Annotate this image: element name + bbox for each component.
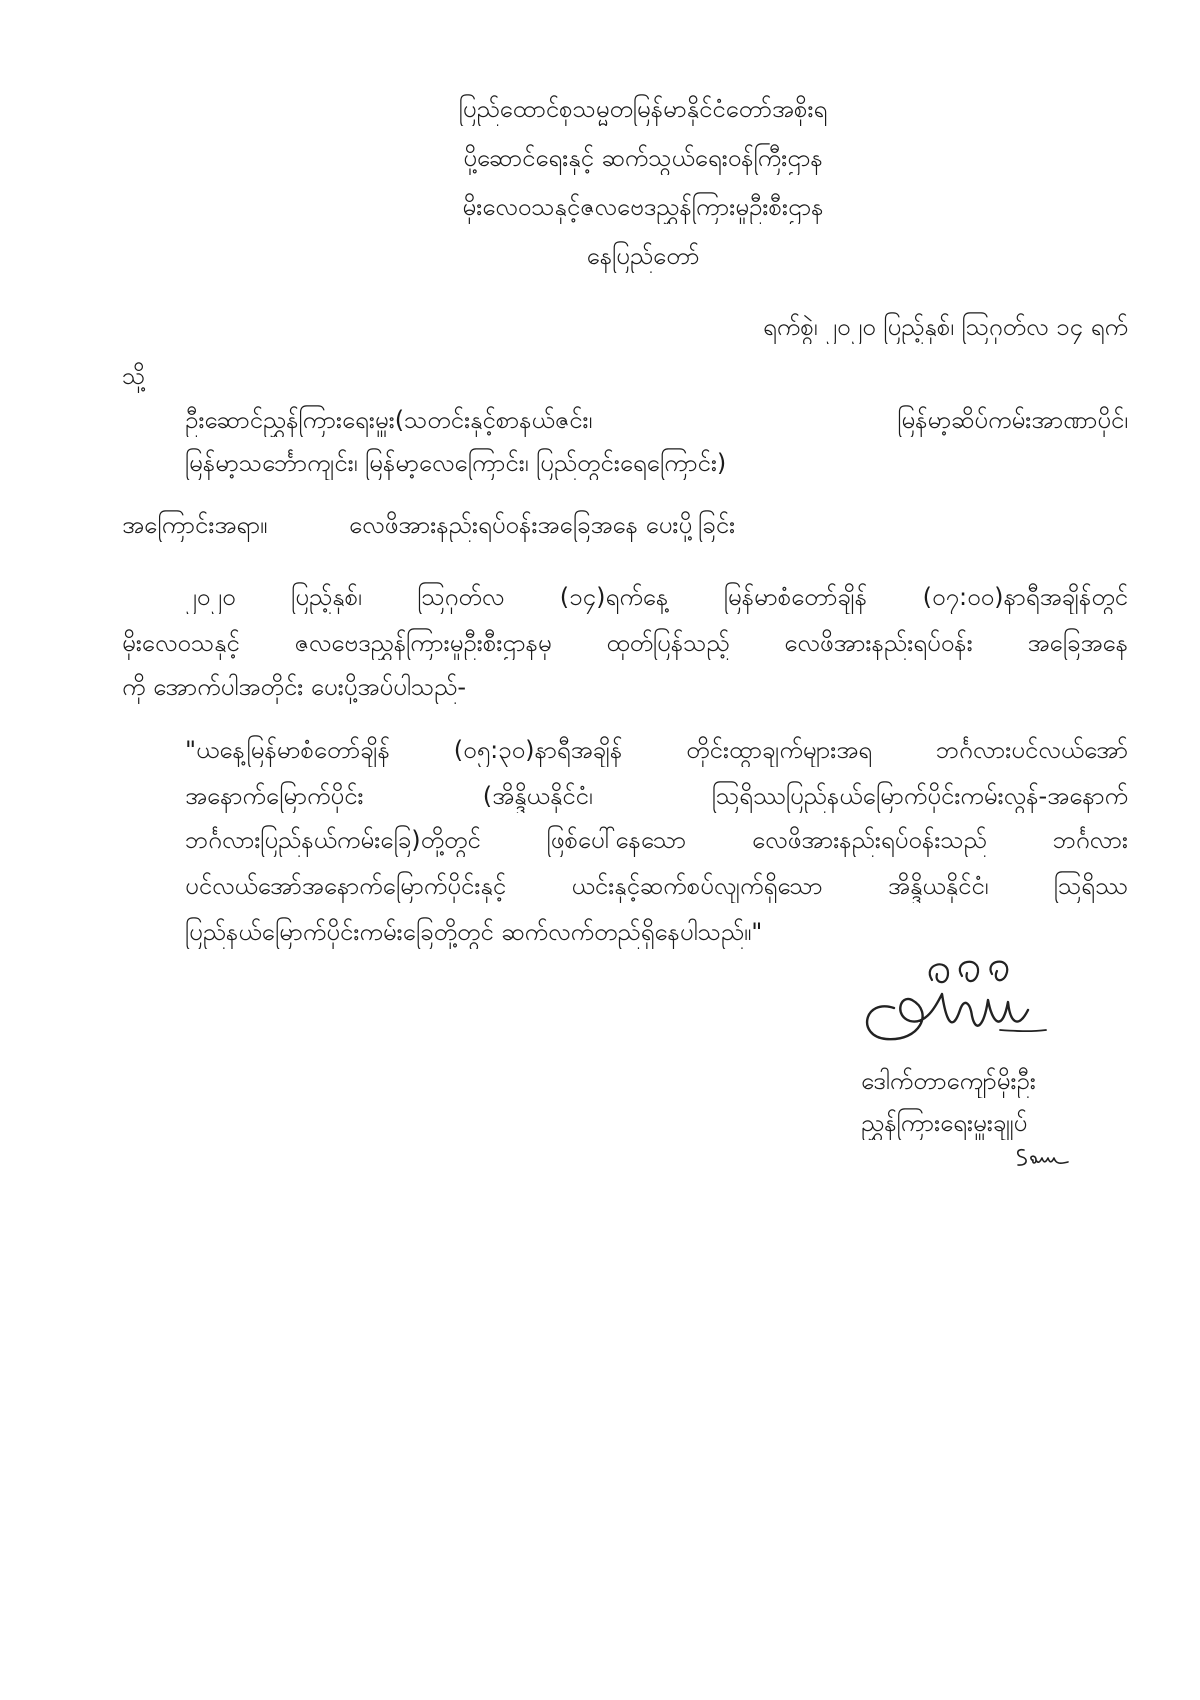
addressee-line-2: မြန်မာ့သင်္ဘောကျင်း၊ မြန်မာ့လေကြောင်း၊ ပြည်တွင်းရေကြောင်း) xyxy=(185,449,727,477)
subject-label: အကြောင်းအရာ။ xyxy=(122,511,268,539)
subject-text: လေဖိအားနည်းရပ်ဝန်းအခြေအနေ ပေးပို့ခြင်း xyxy=(349,511,736,539)
to-label: သို့ xyxy=(122,362,146,390)
signatory-title: ညွှန်ကြားရေးမှူးချုပ် xyxy=(861,1109,1028,1137)
handwritten-signature xyxy=(850,940,1050,1052)
header-city: နေပြည်တော် xyxy=(586,242,700,270)
quote-line: ပင်လယ်အော်အနောက်မြောက်ပိုင်းနှင့် ယင်းနှင့်ဆက်စပ်လျက်ရှိသော အိန္ဒိယနိုင်ငံ၊ ဩရိဿ xyxy=(185,872,1128,900)
quote-line: ဘင်္ဂလားပြည်နယ်ကမ်းခြေ)တို့တွင် ဖြစ်ပေါ်နေသော လေဖိအားနည်းရပ်ဝန်းသည် ဘင်္ဂလား xyxy=(185,826,1128,854)
header-ministry: ပို့ဆောင်ရေးနှင့် ဆက်သွယ်ရေးဝန်ကြီးဌာန xyxy=(463,144,823,172)
signatory-name: ဒေါက်တာကျော်မိုးဦး xyxy=(861,1067,1036,1095)
addressee-line-1: ဦးဆောင်ညွှန်ကြားရေးမှူး(သတင်းနှင့်စာနယ်ဇင်း၊ မြန်မာ့ဆိပ်ကမ်းအာဏာပိုင်၊ xyxy=(185,406,1128,434)
handwritten-initials xyxy=(1012,1142,1076,1172)
header-department: မိုးလေဝသနှင့်ဇလဗေဒညွှန်ကြားမှုဦးစီးဌာန xyxy=(462,193,824,221)
quote-line: အနောက်မြောက်ပိုင်း (အိန္ဒိယနိုင်ငံ၊ ဩရိဿပြည်နယ်မြောက်ပိုင်းကမ်းလွန်-အနောက် xyxy=(185,782,1128,810)
body-line: ကို အောက်ပါအတိုင်း ပေးပို့အပ်ပါသည်- xyxy=(122,673,466,701)
body-line: ၂၀၂၀ ပြည့်နှစ်၊ ဩဂုတ်လ (၁၄)ရက်နေ့ မြန်မာစံတော်ချိန် (၀၇:၀၀)နာရီအချိန်တွင် xyxy=(185,583,1128,611)
quote-line: "ယနေ့မြန်မာစံတော်ချိန် (၀၅:၃၀)နာရီအချိန် တိုင်းထွာချက်များအရ ဘင်္ဂလားပင်လယ်အော် xyxy=(185,736,1128,764)
letter-date: ရက်စွဲ၊ ၂၀၂၀ ပြည့်နှစ်၊ ဩဂုတ်လ ၁၄ ရက် xyxy=(763,313,1128,341)
header-government: ပြည်ထောင်စုသမ္မတမြန်မာနိုင်ငံတော်အစိုးရ xyxy=(458,95,828,123)
quote-line: ပြည်နယ်မြောက်ပိုင်းကမ်းခြေတို့တွင် ဆက်လက်တည်ရှိနေပါသည်။" xyxy=(185,918,763,946)
body-line: မိုးလေဝသနှင့် ဇလဗေဒညွှန်ကြားမှုဦးစီးဌာနမှ ထုတ်ပြန်သည့် လေဖိအားနည်းရပ်ဝန်း အခြေအနေ xyxy=(122,629,1128,657)
